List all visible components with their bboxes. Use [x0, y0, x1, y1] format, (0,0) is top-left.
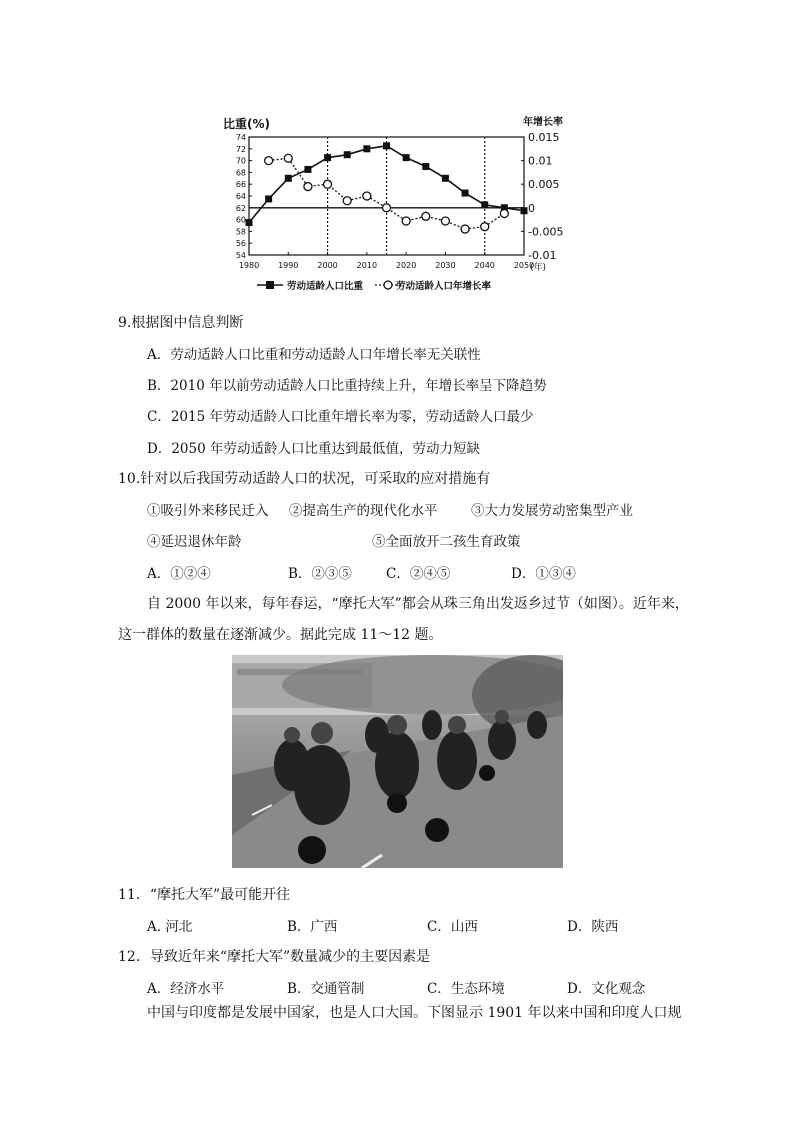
growth-point — [402, 217, 410, 225]
y-left-tick-label: 68 — [235, 168, 246, 178]
y-left-tick-label: 72 — [235, 144, 246, 154]
x-tick-label: 2050 — [513, 261, 535, 270]
q10-measure-5: ⑤全面放开二孩生育政策 — [372, 534, 521, 550]
y-right-tick-label: 0.005 — [528, 178, 560, 192]
growth-point — [363, 192, 371, 200]
q12-option-c: C．生态环境 — [427, 981, 505, 997]
ratio-point — [246, 219, 253, 226]
x-tick-label: 2040 — [474, 261, 495, 270]
q10-option-d: D．①③④ — [511, 566, 576, 582]
legend-square-marker — [266, 281, 274, 289]
right-axis-title: 年增长率 — [523, 117, 563, 128]
y-left-tick-label: 58 — [235, 227, 246, 237]
q10-option-a: A．①②④ — [147, 566, 211, 582]
y-right-tick-label: 0.015 — [528, 131, 560, 144]
q11-option-c: C．山西 — [427, 919, 478, 935]
q12-option-b: B．交通管制 — [287, 981, 365, 997]
growth-point — [304, 183, 312, 191]
x-tick-label: 1980 — [238, 261, 260, 270]
y-left-tick-label: 64 — [235, 192, 246, 201]
motorcycle-convoy-photo — [232, 655, 563, 868]
q10-option-c: C．②④⑤ — [386, 566, 451, 582]
y-left-tick-label: 54 — [235, 251, 246, 260]
x-axis-unit: (年) — [530, 263, 547, 273]
y-left-tick-label: 70 — [235, 156, 246, 166]
q12-option-d: D．文化观念 — [567, 981, 646, 997]
growth-point — [422, 212, 430, 220]
q11-option-b: B．广西 — [287, 919, 338, 935]
passage-motorcycle-line1: 自 2000 年以来，每年春运，“摩托大军”都会从珠三角出发返乡过节（如图）。近年来， — [147, 596, 689, 612]
q9-option-a: A．劳动适龄人口比重和劳动适龄人口年增长率无关联性 — [147, 347, 481, 363]
x-tick-label: 2010 — [356, 261, 378, 270]
growth-point — [284, 154, 292, 162]
y-left-tick-label: 66 — [235, 180, 246, 190]
growth-point — [441, 217, 449, 225]
growth-point — [481, 223, 489, 231]
chart-marks — [246, 142, 528, 233]
passage-population: 中国与印度都是发展中国家，也是人口大国。下图显示 1901 年以来中国和印度人口规 — [147, 1005, 682, 1021]
ratio-point — [521, 207, 528, 214]
q10-measure-4: ④延迟退休年龄 — [147, 534, 242, 550]
ratio-point — [285, 175, 292, 182]
ratio-point — [344, 151, 351, 158]
x-tick-label: 2030 — [435, 261, 456, 270]
q10-measure-3: ③大力发展劳动密集型产业 — [471, 503, 633, 519]
ratio-point — [442, 175, 449, 182]
q11-option-a: A. 河北 — [147, 919, 193, 935]
legend-label-ratio: 劳动适龄人口比重 — [287, 281, 364, 292]
ratio-point — [265, 195, 272, 202]
growth-point — [265, 157, 273, 165]
growth-point — [500, 209, 508, 217]
y-left-tick-label: 74 — [235, 133, 246, 142]
x-tick-label: 1990 — [278, 261, 299, 270]
ratio-point — [383, 142, 390, 149]
ratio-point — [422, 163, 429, 170]
ratio-point — [304, 166, 311, 173]
q9-option-d: D．2050 年劳动适龄人口比重达到最低值，劳动力短缺 — [147, 441, 480, 457]
x-tick-label: 2020 — [395, 261, 417, 270]
q10-stem: 10.针对以后我国劳动适龄人口的状况，可采取的应对措施有 — [118, 471, 491, 487]
y-left-tick-label: 62 — [235, 203, 246, 213]
q12-stem: 12．导致近年来“摩托大军”数量减少的主要因素是 — [118, 949, 431, 965]
growth-point — [461, 225, 469, 233]
ratio-point — [363, 145, 370, 152]
y-right-tick-label: -0.005 — [528, 225, 564, 239]
left-axis-title: 比重(%) — [223, 117, 270, 131]
legend-circle-marker — [384, 281, 392, 289]
chart-legend — [257, 280, 492, 292]
x-tick-label: 2000 — [317, 261, 338, 270]
passage-motorcycle-line2: 这一群体的数量在逐渐减少。据此完成 11～12 题。 — [118, 627, 443, 643]
y-right-tick-label: 0.01 — [528, 154, 553, 168]
ratio-point — [324, 154, 331, 161]
ratio-point — [462, 190, 469, 197]
q10-measure-2: ②提高生产的现代化水平 — [289, 503, 438, 519]
q10-measure-1: ①吸引外来移民迁入 — [147, 503, 269, 519]
y-left-tick-label: 56 — [235, 239, 246, 249]
q9-stem: 9.根据图中信息判断 — [118, 315, 244, 331]
y-left-tick-label: 60 — [235, 215, 246, 225]
y-right-tick-label: -0.01 — [528, 249, 557, 262]
q12-option-a: A．经济水平 — [147, 981, 225, 997]
q11-stem: 11．“摩托大军”最可能开往 — [118, 887, 291, 903]
ratio-point — [481, 201, 488, 208]
growth-point — [383, 204, 391, 212]
y-right-tick-label: 0 — [528, 201, 535, 215]
q11-option-d: D．陕西 — [567, 919, 619, 935]
legend-label-growth: 劳动适龄人口年增长率 — [396, 281, 492, 292]
q9-option-c: C．2015 年劳动适龄人口比重年增长率为零，劳动适龄人口最少 — [147, 409, 534, 425]
growth-point — [324, 180, 332, 188]
labor-population-chart — [215, 112, 590, 297]
growth-point — [343, 197, 351, 205]
q9-option-b: B．2010 年以前劳动适龄人口比重持续上升，年增长率呈下降趋势 — [147, 378, 547, 394]
q10-option-b: B．②③⑤ — [288, 566, 352, 582]
chart-ticks — [236, 131, 564, 270]
ratio-point — [403, 154, 410, 161]
